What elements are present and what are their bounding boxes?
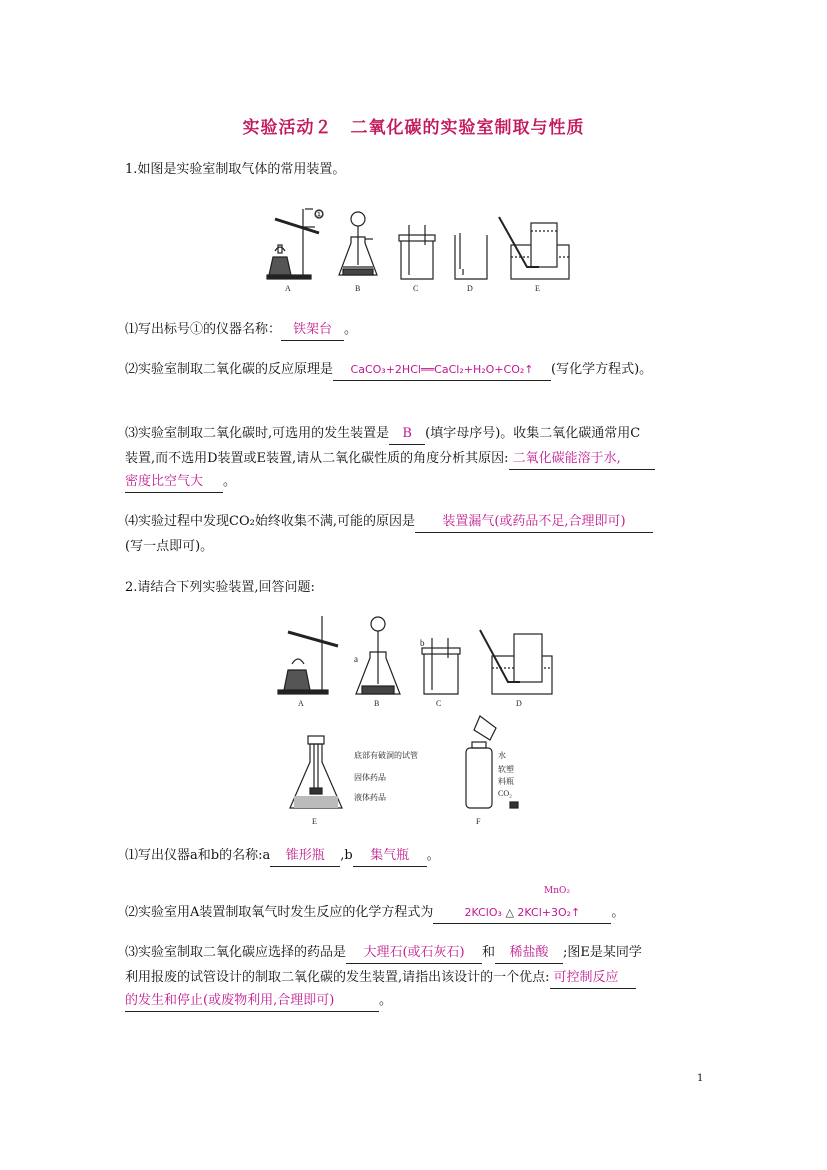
callout-1: ① [315,209,324,219]
q2-p2-catalyst: MnO₂ [544,886,570,896]
punct: 。 [223,474,237,489]
q1-p2-suffix: (写化学方程式)。 [551,362,653,377]
fig2-label-c: C [436,699,442,708]
apparatus-b [339,212,377,275]
f-label-bottle: 料瓶 [498,777,514,786]
q1-part3-line2 [125,449,725,470]
q2-p3-mid1: 和 [482,945,496,960]
q1-p2-answer: CaCO₃+2HCl══CaCl₂+H₂O+CO₂↑ [333,360,551,381]
apparatus-c [399,225,435,279]
q1-stem: 1.如图是实验室制取气体的常用装置。 [125,162,346,177]
q2-p1-mid: ,b [340,848,353,863]
fig1-label-a: A [285,284,291,293]
fig1-label-c: C [413,284,419,293]
q2-p1-prompt: ⑴写出仪器a和b的名称:a [125,848,271,863]
q2-p3-answer1: 大理石(或石灰石) [346,943,482,964]
q2-part3-line2 [125,968,725,989]
fig2-label-b: B [374,699,380,708]
q1-p3-answer2a: 二氧化碳能溶于水, [509,449,655,470]
fig2-label-f: F [476,817,481,826]
q2-p1-answer-b: 集气瓶 [353,846,427,867]
q1-p2-prompt: ⑵实验室制取二氧化碳的反应原理是 [125,362,334,377]
q1-part4-line2: (写一点即可)。 [125,539,214,554]
q2-p1-answer-a: 锥形瓶 [270,846,340,867]
fig2-label-a: A [298,699,304,708]
q2-p3-mid2: ;图E是某同学 [563,945,642,960]
apparatus-c [422,638,460,694]
f-label-co2: CO₂ [498,789,512,798]
page-title: 实验活动２ 二氧化碳的实验室制取与性质 [242,118,585,138]
apparatus-a [267,209,323,279]
q2-stem: 2.请结合下列实验装置,回答问题: [125,580,315,595]
q1-p3-prompt: ⑶实验室制取二氧化碳时,可选用的发生装置是 [125,426,390,441]
q1-part2 [125,360,725,381]
page-number: 1 [697,1073,704,1084]
q1-p4-answer: 装置漏气(或药品不足,合理即可) [415,512,653,533]
q1-part1 [125,320,725,341]
apparatus-e [499,217,569,279]
q2-p3-line2: 利用报废的试管设计的制取二氧化碳的发生装置,请指出该设计的一个优点: [125,970,550,985]
q1-apparatus-figure [255,205,575,297]
fig1-label-e: E [535,284,540,293]
q1-p1-answer: 铁架台 [281,320,344,341]
q2-part3-line1 [125,943,725,964]
q2-p3-prompt: ⑶实验室制取二氧化碳应选择的药品是 [125,945,347,960]
fig2-label-d: D [516,699,522,708]
q2-p3-answer3b: 的发生和停止(或废物利用,合理即可) [125,991,379,1012]
q2-apparatus-figure [270,612,570,827]
apparatus-e [290,736,342,808]
e-label-tube: 底部有破洞的试管 [354,751,418,760]
q2-p3-answer3a: 可控制反应 [550,968,636,989]
punct: 。 [344,322,358,337]
mark-b: b [420,638,425,648]
apparatus-d [480,630,552,694]
q2-part2 [125,903,725,924]
q2-p2-heat: △ [505,906,514,919]
q1-part3-line1 [125,424,725,445]
f-label-water: 水 [498,751,506,760]
fig1-label-d: D [467,284,473,293]
e-label-liquid: 液体药品 [354,793,386,802]
q1-p1-prompt: ⑴写出标号①的仪器名称： [125,322,282,337]
q2-p3-answer2: 稀盐酸 [495,943,563,964]
punct: 。 [379,993,393,1008]
apparatus-b [356,617,400,694]
q2-p2-answer [433,903,611,924]
q2-part1 [125,846,725,867]
q1-p3-line2: 装置,而不选用D装置或E装置,请从二氧化碳性质的角度分析其原因: [125,451,509,466]
fig2-label-e: E [312,817,317,826]
apparatus-a [278,616,338,694]
fig1-label-b: B [355,284,361,293]
q1-p3-answer1: B [389,424,425,445]
q1-p3-answer2b: 密度比空气大 [125,472,223,493]
q1-part3-line3 [125,472,725,493]
q1-part4-line1 [125,512,725,533]
mark-a: a [354,654,358,664]
q1-p4-prompt: ⑷实验过程中发现CO₂始终收集不满,可能的原因是 [125,514,415,529]
punct: 。 [611,905,625,920]
apparatus-d [455,233,487,279]
q2-part3-line3 [125,991,725,1012]
f-label-soft: 软塑 [498,765,514,774]
punct: 。 [426,848,440,863]
q1-p3-mid: (填字母序号)。收集二氧化碳通常用C [425,426,641,441]
q2-p2-rhs: 2KCl+3O₂↑ [517,906,581,919]
e-label-solid: 固体药品 [354,773,386,782]
q2-p2-lhs: 2KClO₃ [464,906,502,919]
q2-p2-prompt: ⑵实验室用A装置制取氧气时发生反应的化学方程式为 [125,905,434,920]
